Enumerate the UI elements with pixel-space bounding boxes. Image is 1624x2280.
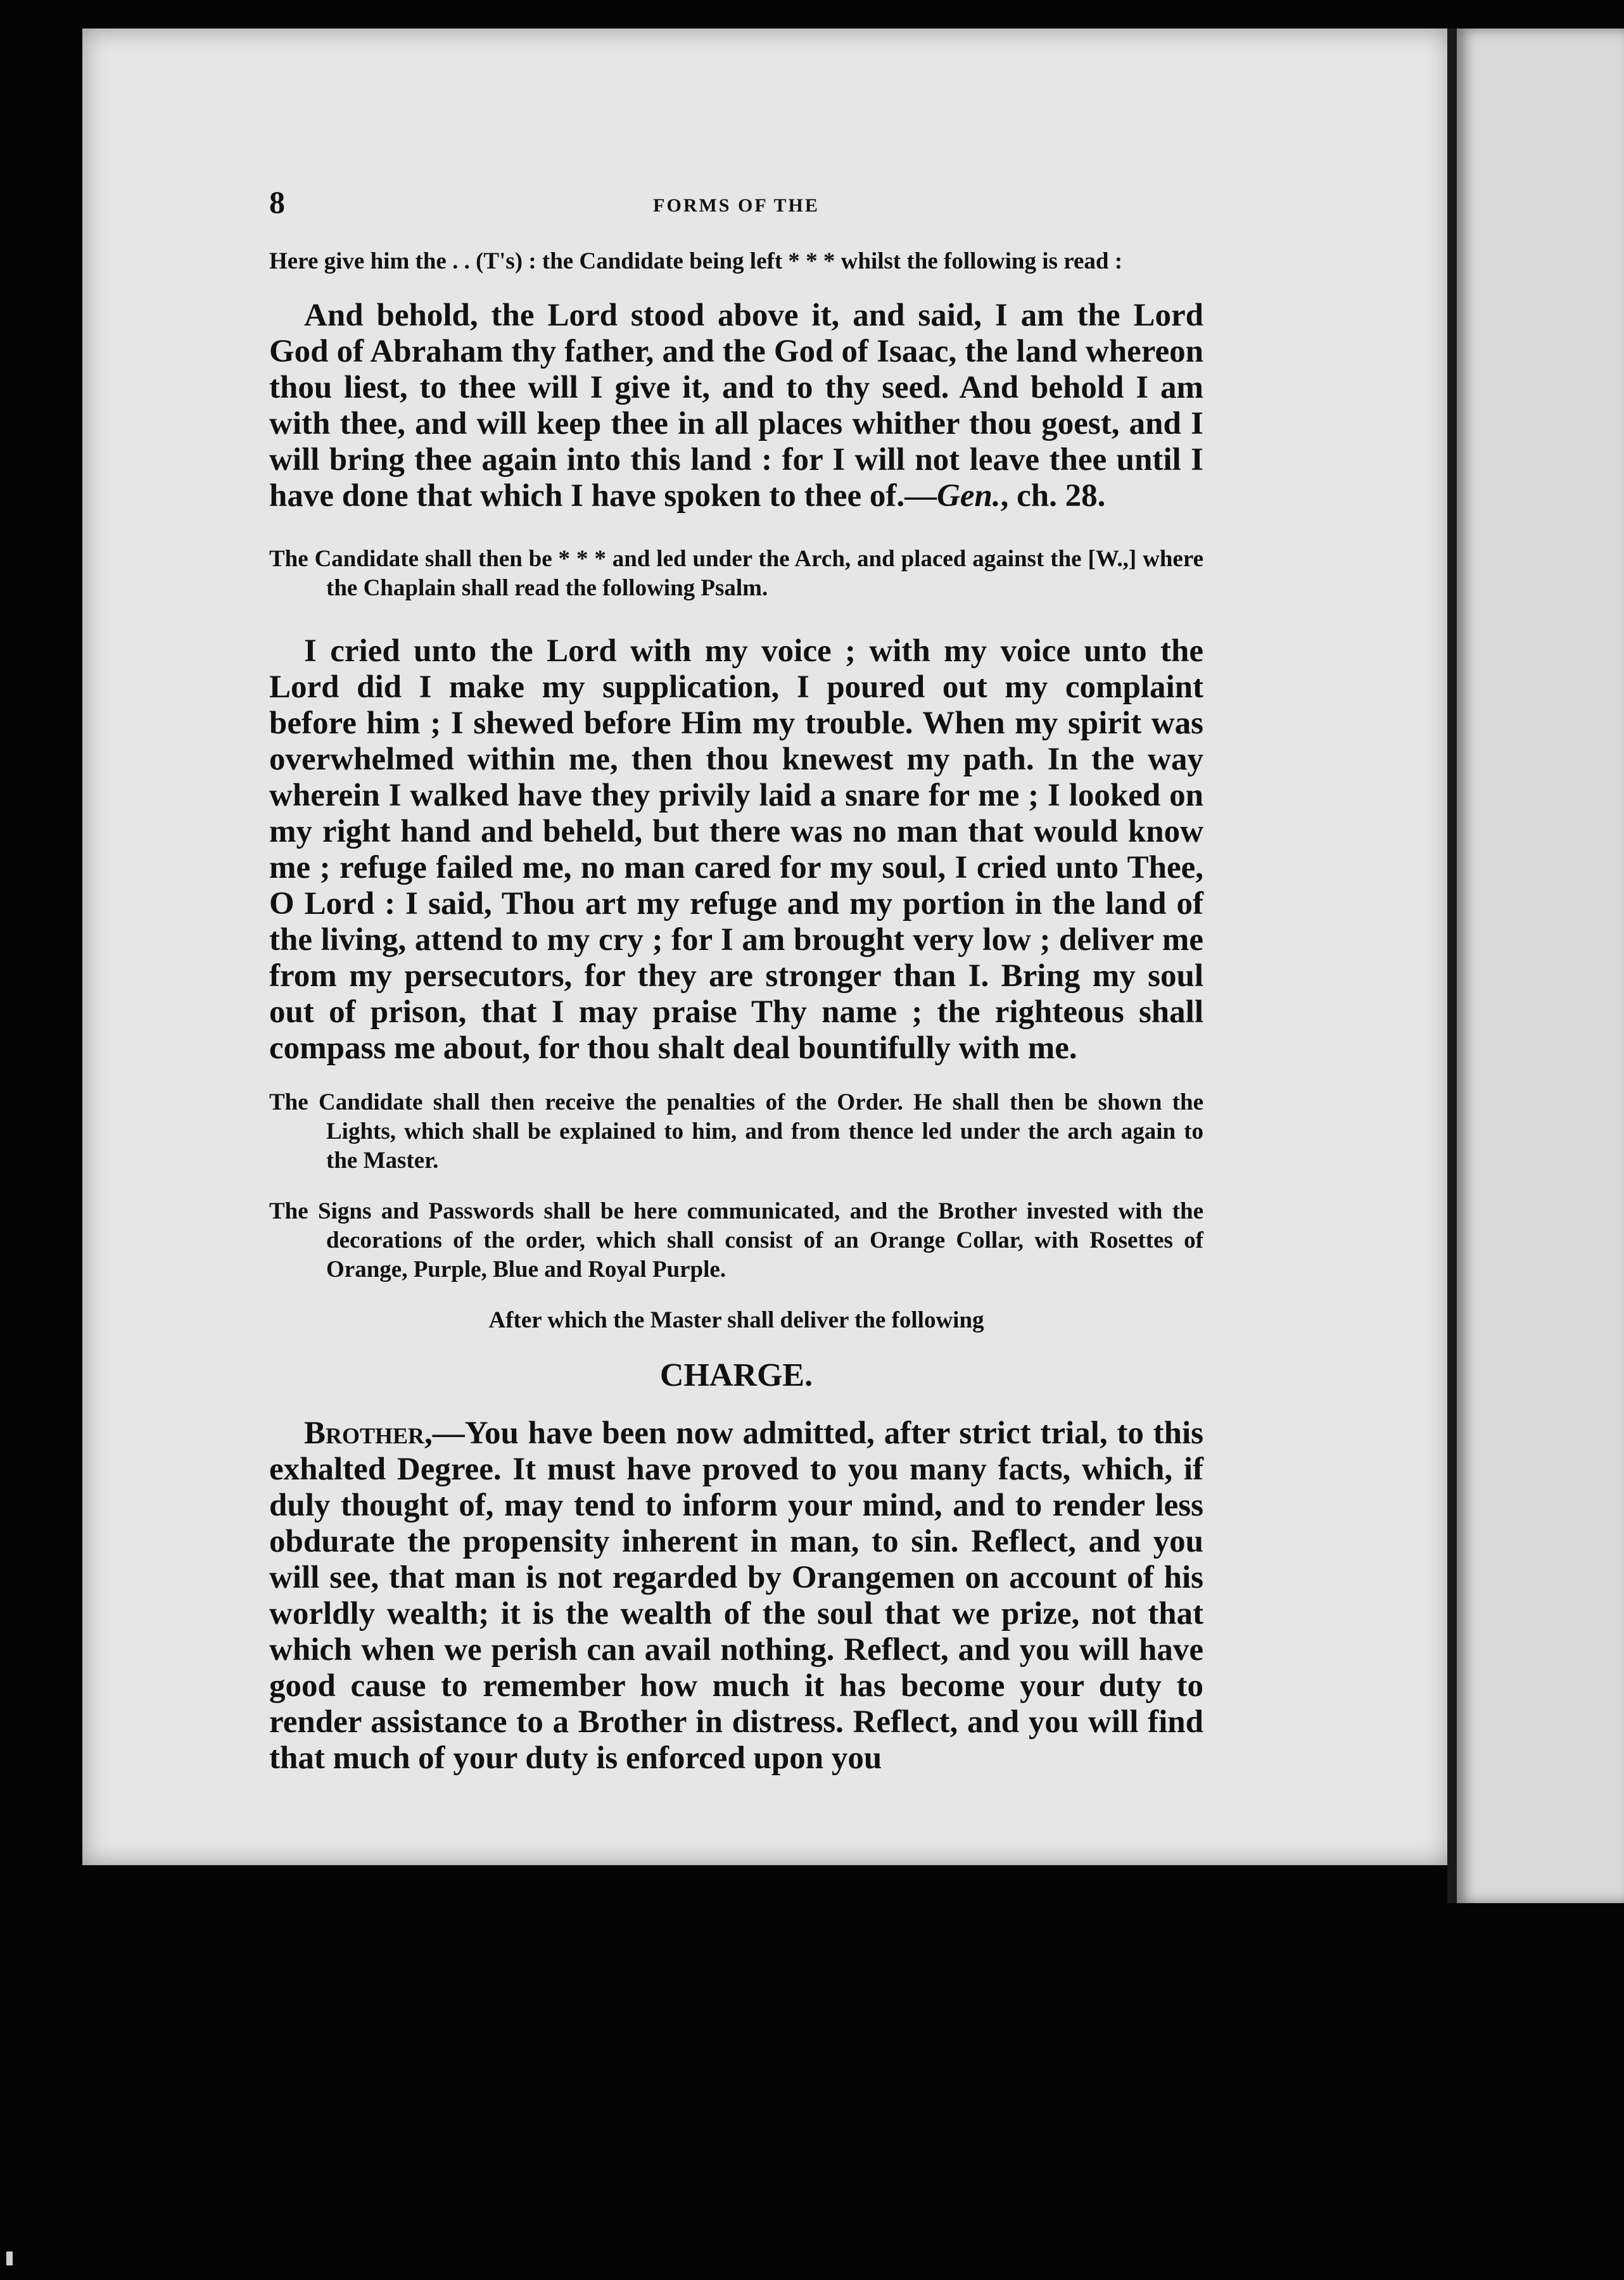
scripture-citation-book: Gen. [937,478,1001,514]
charge-address: Brother, [304,1416,433,1451]
scripture-passage-text: And behold, the Lord stood above it, and said, I am the Lord God of Abraham thy father, and the God of Isaac, the land whereon thou liest, to thee will I give it, and to thy seed. And behold I am with thee, and will keep thee in all places whither thou goest, and I will bring thee again into this land : for I will not leave thee until I have done that which I have spoken to thee of.— [269,298,1203,514]
scan-edge-mark [6,2252,13,2265]
rubric-instruction-5: After which the Master shall deliver the following [488,1307,984,1333]
page-header [269,184,1203,222]
scripture-passage [269,298,1203,514]
rubric-instruction-1: Here give him the . . (T's) : the Candidate being left * * * whilst the following is read : [269,248,1123,274]
charge-heading: CHARGE. [659,1357,813,1393]
running-head: FORMS OF THE [653,195,820,216]
rubric-instruction-3: The Candidate shall then receive the penalties of the Order. He shall then be shown the Lights, which shall be explained to him, and from thence led under the arch again to the Master. [269,1089,1203,1174]
charge-body: —You have been now admitted, after strict trial, to this exhalted Degree. It must have proved to you many facts, which, if duly thought of, may tend to inform your mind, and to render less obdurate the propensity inherent in man, to sin. Reflect, and you will see, that man is not regarded by Orangemen on account of his worldly wealth; it is the wealth of the soul that we prize, not that which when we perish can avail nothing. Reflect, and you will have good cause to remember how much it has become your duty to render assistance to a Brother in distress. Reflect, and you will find that much of your duty is enforced upon you [269,1416,1203,1776]
book-page-right-edge [1457,28,1624,1903]
page-number: 8 [269,184,285,220]
scripture-citation-chapter: , ch. 28. [1000,478,1106,514]
charge-text [269,1416,1203,1776]
rubric-instruction-2: The Candidate shall then be * * * and led under the Arch, and placed against the [W.,] where the Chaplain shall read the following Psalm. [269,546,1203,601]
psalm-text: I cried unto the Lord with my voice ; with my voice unto the Lord did I make my supplication, I poured out my complaint before him ; I shewed before Him my trouble. When my spirit was overwhelmed within me, then thou knewest my path. In the way wherein I walked have they privily laid a snare for me ; I looked on my right hand and beheld, but there was no man that would know me ; refuge failed me, no man cared for my soul, I cried unto Thee, O Lord : I said, Thou art my refuge and my portion in the land of the living, attend to my cry ; for I am brought very low ; deliver me from my persecutors, for they are stronger than I. Bring my soul out of prison, that I may praise Thy name ; the righteous shall compass me about, for thou shalt deal bountifully with me. [269,633,1203,1066]
rubric-instruction-4: The Signs and Passwords shall be here communicated, and the Brother invested with the decorations of the order, which shall consist of an Orange Collar, with Rosettes of Orange, Purple, Blue and Royal Purple. [269,1198,1203,1282]
page-content [269,184,1203,1776]
